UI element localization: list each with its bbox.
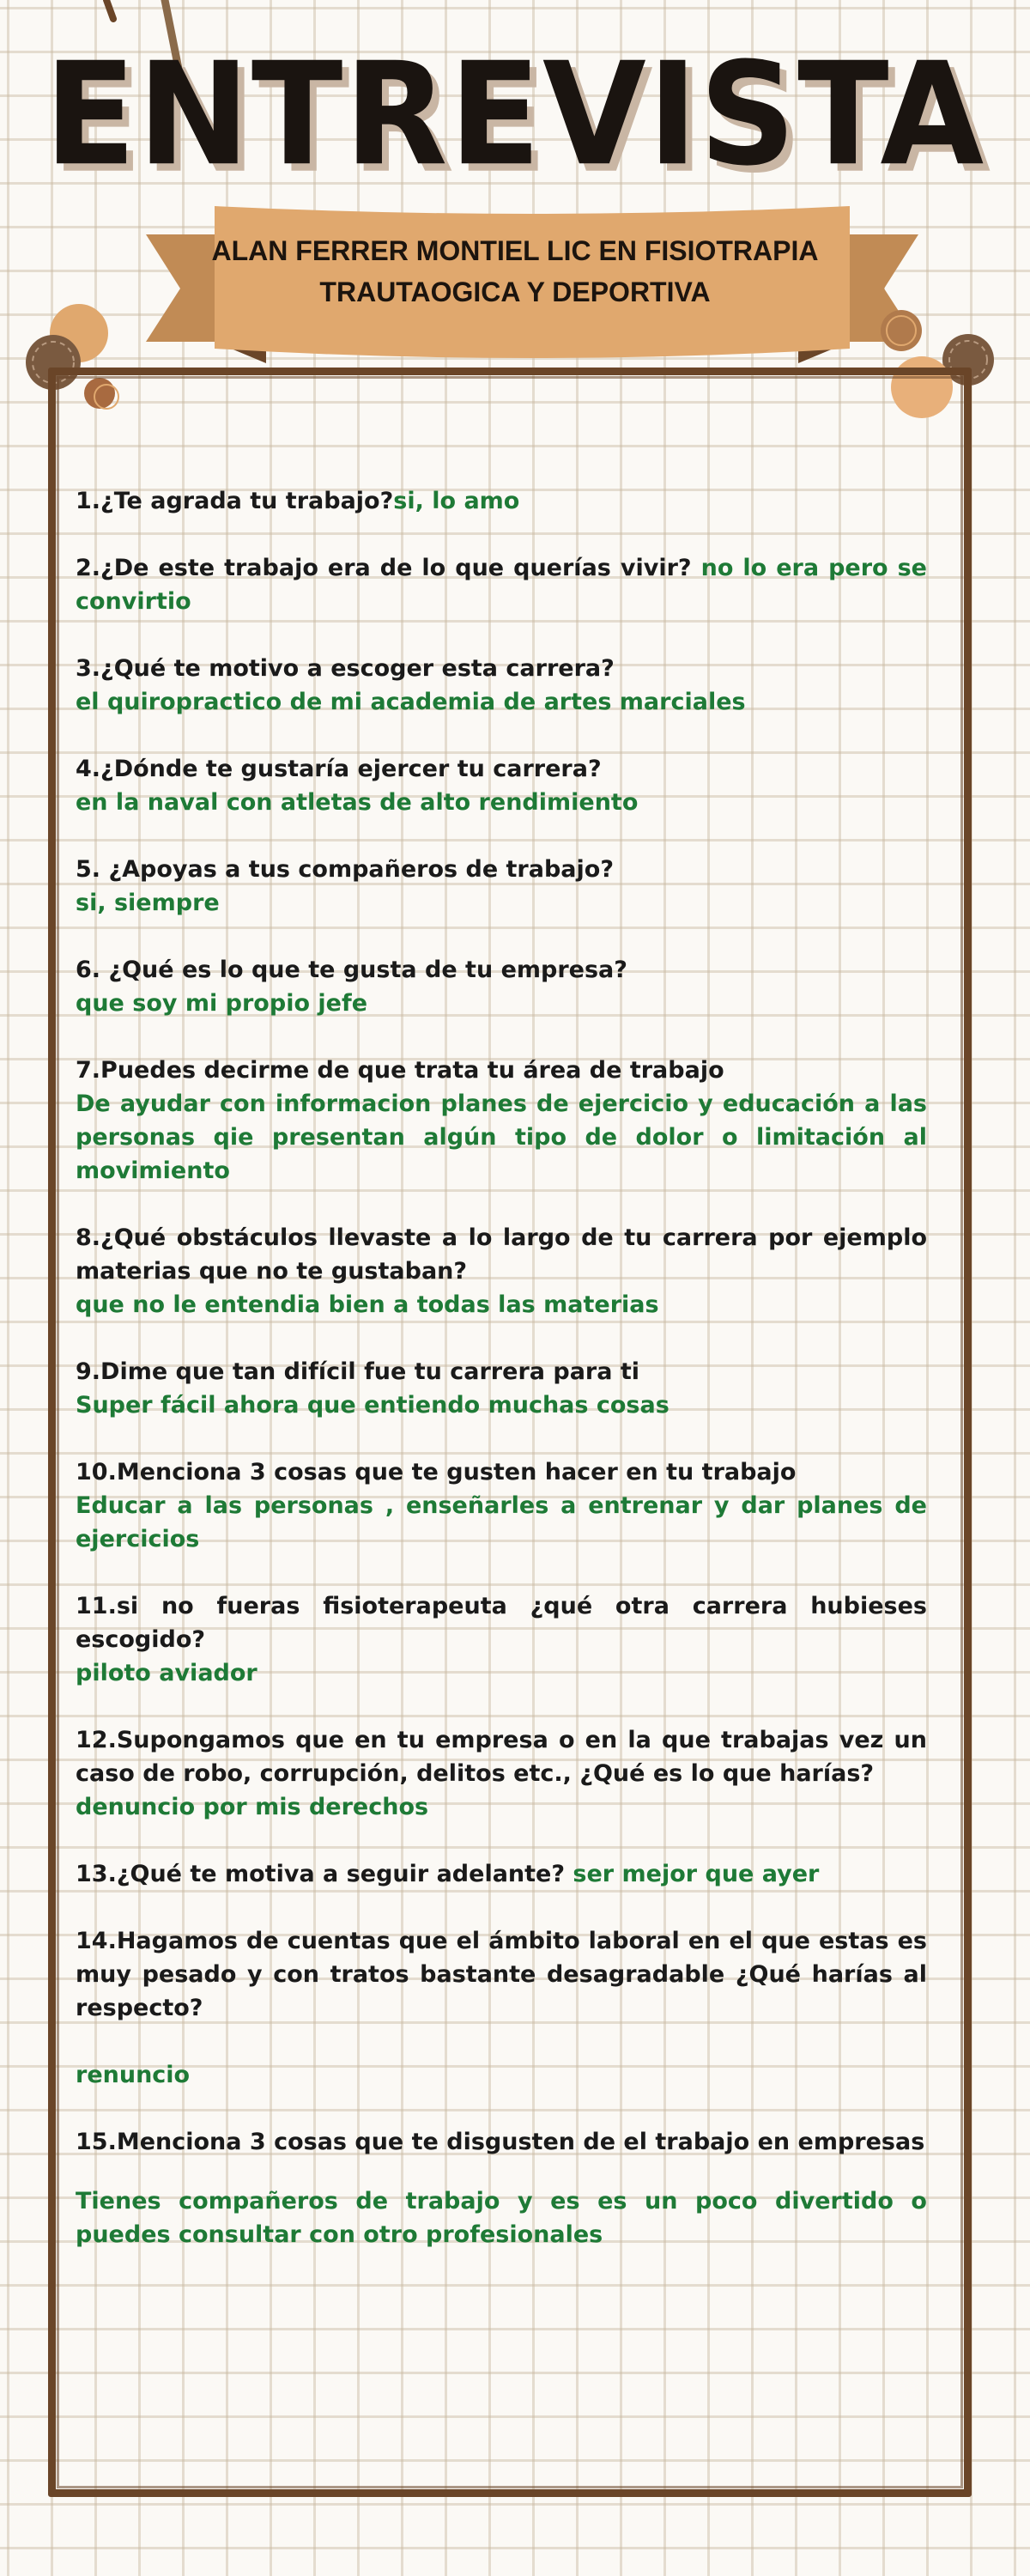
answer: renuncio [76,2062,191,2088]
subtitle-line-2: TRAUTAOGICA Y DEPORTIVA [319,276,711,307]
question: 1.¿Te agrada tu trabajo? [76,488,394,514]
qa-item-11 [76,1589,927,1690]
qa-item-15 [76,2125,927,2251]
qa-item-2 [76,551,927,618]
qa-item-8 [76,1221,927,1321]
qa-item-12 [76,1723,927,1824]
question: 11.si no fueras fisioterapeuta ¿qué otra carrera hubieses escogido? [76,1593,927,1653]
qa-item-13 [76,1857,927,1891]
question: 7.Puedes decirme de que trata tu área de trabajo [76,1057,724,1084]
answer: en la naval con atletas de alto rendimiento [76,789,639,816]
banner-subtitle [189,230,841,313]
answer: que soy mi propio jefe [76,990,368,1017]
qa-item-10 [76,1455,927,1556]
question: 9.Dime que tan difícil fue tu carrera para ti [76,1358,640,1385]
question: 5. ¿Apoyas a tus compañeros de trabajo? [76,856,614,883]
question: 4.¿Dónde te gustaría ejercer tu carrera? [76,756,602,782]
qa-item-5 [76,853,927,920]
question: 2.¿De este trabajo era de lo que querías vivir? [76,555,701,581]
answer: Educar a las personas , enseñarles a entrenar y dar planes de ejercicios [76,1492,927,1552]
question: 13.¿Qué te motiva a seguir adelante? [76,1861,573,1887]
answer: no lo era pero se convirtio [76,555,927,615]
question: 10.Menciona 3 cosas que te gusten hacer en tu trabajo [76,1459,797,1485]
qa-item-1 [76,484,927,518]
qa-item-6 [76,953,927,1020]
answer: ser mejor que ayer [573,1861,820,1887]
answer: denuncio por mis derechos [76,1794,429,1820]
qa-item-3 [76,652,927,719]
answer: piloto aviador [76,1660,258,1686]
answer: si, lo amo [393,488,520,514]
question: 12.Supongamos que en tu empresa o en la que trabajas vez un caso de robo, corrupción, delitos etc., ¿Qué es lo que harías? [76,1727,927,1787]
answer: De ayudar con informacion planes de ejercicio y educación a las personas qie presentan algún tipo de dolor o limitación al movimiento [76,1091,927,1184]
question: 3.¿Qué te motivo a escoger esta carrera? [76,655,615,682]
spacer [76,2025,927,2058]
question: 14.Hagamos de cuentas que el ámbito laboral en el que estas es muy pesado y con tratos bastante desagradable ¿Qué harías al respecto? [76,1928,927,2021]
answer: si, siempre [76,890,220,916]
question: 15.Menciona 3 cosas que te disgusten de el trabajo en empresas [76,2129,925,2155]
answer: que no le entendia bien a todas las materias [76,1291,659,1318]
qa-item-4 [76,752,927,819]
spacer [76,2159,927,2184]
question: 8.¿Qué obstáculos llevaste a lo largo de tu carrera por ejemplo materias que no te gustaban? [76,1224,927,1285]
qa-item-7 [76,1054,927,1188]
interview-qa-list [76,484,927,2285]
answer: el quiropractico de mi academia de artes marciales [76,689,746,715]
answer: Tienes compañeros de trabajo y es es un poco divertido o puedes consultar con otro profesionales [76,2188,927,2248]
subtitle-line-1: ALAN FERRER MONTIEL LIC EN FISIOTRAPIA [211,235,819,266]
page-title: ENTREVISTA [44,31,986,197]
qa-item-14 [76,1924,927,2092]
question: 6. ¿Qué es lo que te gusta de tu empresa? [76,957,627,983]
answer: Super fácil ahora que entiendo muchas cosas [76,1392,670,1419]
qa-item-9 [76,1355,927,1422]
